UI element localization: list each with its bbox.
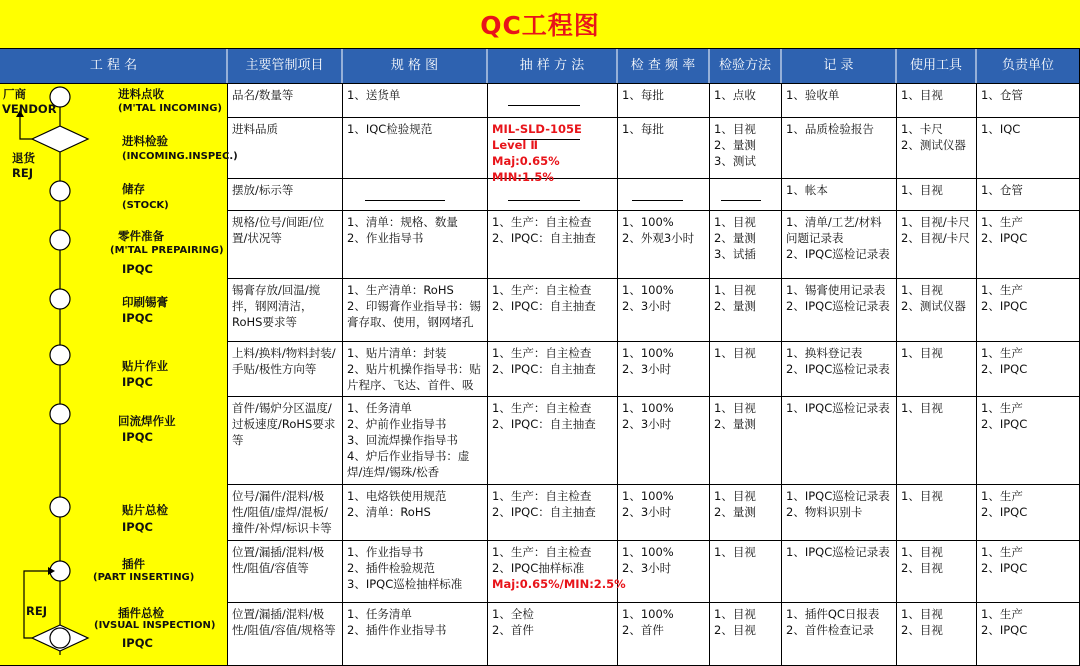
unit-cell — [977, 343, 1080, 396]
cell-text: 1、仓管 — [981, 183, 1023, 197]
sampling-cell — [488, 486, 617, 540]
cell-text: 摆放/标示等 — [232, 183, 294, 197]
step-name-en-3: (M'TAL PREPAIRING) — [110, 245, 224, 256]
cell-text: 1、生产：自主检查 2、IPQC抽样标准 — [492, 545, 592, 575]
process-node-circle — [50, 345, 70, 365]
unit-cell — [977, 280, 1080, 341]
method-cell — [710, 398, 781, 484]
cell-text: 1、目视 — [901, 183, 943, 197]
cell-text: 1、100% 2、3小时 — [622, 489, 674, 519]
step-name-en-9: (IVSUAL INSPECTION) — [94, 620, 216, 631]
record-cell — [782, 180, 896, 210]
return-label-en: REJ — [12, 166, 33, 180]
cell-text: 1、帐本 — [786, 183, 828, 197]
process-node-circle — [50, 230, 70, 250]
method-cell — [710, 212, 781, 278]
tool-cell — [897, 398, 976, 484]
cell-text: 1、目视 2、量测 — [714, 401, 756, 431]
cell-text: 1、100% 2、外观3小时 — [622, 215, 695, 245]
cell-text: 位置/漏插/混料/极性/阻值/容值等 — [232, 545, 325, 575]
cell-text: 1、目视 2、量测 — [714, 489, 756, 519]
cell-text: 1、清单：规格、数量 2、作业指导书 — [347, 215, 458, 245]
sampling-cell — [488, 280, 617, 341]
spec-cell — [343, 119, 487, 178]
step-name-en-2: (STOCK) — [122, 200, 169, 211]
tool-cell — [897, 180, 976, 210]
method-cell — [710, 280, 781, 341]
cell-text: 1、清单/工艺/材料问题记录表 2、IPQC巡检记录表 — [786, 215, 890, 261]
cell-text: 1、目视 2、目视 — [901, 607, 943, 637]
spec-cell — [343, 85, 487, 117]
cell-text: 1、目视 2、目视 — [714, 607, 756, 637]
unit-cell — [977, 85, 1080, 117]
tool-cell — [897, 280, 976, 341]
sampling-cell — [488, 119, 617, 184]
unit-cell — [977, 180, 1080, 210]
hdr-control-item: 主要管制项目 — [245, 58, 324, 73]
process-node-circle — [50, 497, 70, 517]
cell-text: 1、任务清单 2、炉前作业指导书 3、回流焊操作指导书 4、炉后作业指导书：虚焊/连焊/锡珠/松香 — [347, 401, 470, 479]
control-item-cell — [228, 85, 342, 117]
step-name-0: 进料点收 — [118, 87, 164, 101]
record-cell — [782, 212, 896, 278]
cell-text: 1、每批 — [622, 88, 664, 102]
cell-text: 1、生产：自主检查 2、IPQC：自主抽查 — [492, 283, 596, 313]
unit-cell — [977, 604, 1080, 666]
method-cell — [710, 119, 781, 178]
spec-cell — [343, 542, 487, 602]
tool-cell — [897, 343, 976, 396]
sampling-cell — [488, 343, 617, 396]
cell-text: 1、任务清单 2、插件作业指导书 — [347, 607, 447, 637]
cell-text: 1、生产：自主检查 2、IPQC：自主抽查 — [492, 215, 596, 245]
cell-text: 1、送货单 — [347, 88, 401, 102]
spec-cell — [343, 343, 487, 396]
cell-text: 1、生产 2、IPQC — [981, 215, 1028, 245]
rej-label: REJ — [26, 604, 47, 618]
spec-cell — [343, 280, 487, 341]
frequency-cell — [618, 180, 709, 210]
inspection-decision-diamond — [32, 126, 88, 152]
cell-text: 1、作业指导书 2、插件检验规范 3、IPQC巡检抽样标准 — [347, 545, 463, 591]
cell-text: 1、IPQC巡检记录表 — [786, 401, 890, 415]
step-ipqc-7: IPQC — [122, 520, 153, 534]
frequency-cell — [618, 542, 709, 602]
cell-text: 1、点收 — [714, 88, 756, 102]
control-item-cell — [228, 280, 342, 341]
frequency-cell — [618, 343, 709, 396]
step-name-8: 插件 — [122, 557, 145, 571]
step-ipqc-5: IPQC — [122, 375, 153, 389]
cell-text: 1、100% 2、3小时 — [622, 401, 674, 431]
hdr-method: 检验方法 — [718, 58, 771, 73]
cell-text: 1、插件QC日报表 2、首件检查记录 — [786, 607, 880, 637]
step-name-7: 贴片总检 — [122, 503, 168, 517]
blank-entry-line — [508, 105, 580, 106]
cell-text: 1、贴片清单：封装 2、贴片机操作指导书：贴片程序、飞达、首件、吸 — [347, 346, 481, 392]
cell-text: 1、生产 2、IPQC — [981, 489, 1028, 519]
control-item-cell — [228, 398, 342, 484]
cell-text: 1、目视 — [901, 88, 943, 102]
cell-text: 1、卡尺 2、测试仪器 — [901, 122, 966, 152]
cell-text: 1、生产 2、IPQC — [981, 545, 1028, 575]
record-cell — [782, 280, 896, 341]
cell-text: 1、电烙铁使用规范 2、清单：RoHS — [347, 489, 447, 519]
tool-cell — [897, 542, 976, 602]
spec-cell — [343, 398, 487, 484]
record-cell — [782, 486, 896, 540]
tool-cell — [897, 604, 976, 666]
record-cell — [782, 85, 896, 117]
page-title: QC工程图 — [480, 11, 600, 40]
cell-text: 进料品质 — [232, 122, 278, 136]
control-item-cell — [228, 180, 342, 210]
method-cell — [710, 343, 781, 396]
blank-entry-line — [508, 139, 580, 140]
tool-cell — [897, 85, 976, 117]
unit-cell — [977, 486, 1080, 540]
cell-text: 1、目视 — [714, 545, 756, 559]
cell-text: 1、生产：自主检查 2、IPQC：自主抽查 — [492, 346, 596, 376]
record-cell — [782, 604, 896, 666]
cell-text: 1、生产：自主检查 2、IPQC：自主抽查 — [492, 401, 596, 431]
sampling-cell — [488, 398, 617, 484]
cell-text: 1、IPQC巡检记录表 — [786, 545, 890, 559]
record-cell — [782, 343, 896, 396]
cell-text: 1、品质检验报告 — [786, 122, 874, 136]
cell-text: 1、生产：自主检查 2、IPQC：自主抽查 — [492, 489, 596, 519]
blank-entry-line — [365, 200, 445, 201]
sampling-cell — [488, 542, 626, 602]
unit-cell — [977, 212, 1080, 278]
step-name-6: 回流焊作业 — [118, 414, 176, 428]
step-name-1: 进料检验 — [122, 134, 168, 148]
control-item-cell — [228, 542, 342, 602]
cell-text: 规格/位号/间距/位置/状况等 — [232, 215, 325, 245]
step-name-en-1: (INCOMING.INSPEC.) — [122, 151, 238, 162]
sampling-cell — [488, 604, 617, 666]
cell-text: 品名/数量等 — [232, 88, 294, 102]
method-cell — [710, 542, 781, 602]
hdr-frequency: 检 查 频 率 — [630, 58, 696, 73]
cell-text: 1、100% 2、3小时 — [622, 283, 674, 313]
frequency-cell — [618, 85, 709, 117]
cell-text: 锡膏存放/回温/搅拌，钢网清洁，RoHS要求等 — [232, 283, 321, 329]
frequency-cell — [618, 280, 709, 341]
process-node-circle — [50, 628, 70, 648]
cell-text: 1、生产 2、IPQC — [981, 346, 1028, 376]
frequency-cell — [618, 486, 709, 540]
cell-text: 1、目视 — [901, 489, 943, 503]
unit-cell — [977, 542, 1080, 602]
step-ipqc-4: IPQC — [122, 311, 153, 325]
cell-text: 位号/漏件/混料/极性/阻值/虚焊/混板/撞件/补焊/标识卡等 — [232, 489, 332, 535]
cell-text: 1、换料登记表 2、IPQC巡检记录表 — [786, 346, 890, 376]
frequency-cell — [618, 604, 709, 666]
unit-cell — [977, 119, 1080, 178]
method-cell — [710, 604, 781, 666]
cell-text: 1、生产清单：RoHS 2、印锡膏作业指导书：锡膏存取、使用，钢网堵孔 — [347, 283, 481, 329]
blank-entry-line — [632, 200, 683, 201]
cell-text: 1、100% 2、首件 — [622, 607, 674, 637]
method-cell — [710, 85, 781, 117]
step-name-en-0: (M'TAL INCOMING) — [118, 103, 222, 114]
control-item-cell — [228, 343, 342, 396]
cell-text: 1、100% 2、3小时 — [622, 545, 674, 575]
spec-cell — [343, 180, 487, 210]
step-name-2: 储存 — [122, 182, 145, 196]
tool-cell — [897, 212, 976, 278]
cell-text: 1、100% 2、3小时 — [622, 346, 674, 376]
step-name-4: 印刷锡膏 — [122, 295, 168, 309]
cell-text: 1、目视 2、量测 — [714, 283, 756, 313]
cell-text: 1、目视 2、量测 3、试插 — [714, 215, 756, 261]
cell-text: 1、IQC — [981, 122, 1021, 136]
cell-text: 1、全检 2、首件 — [492, 607, 534, 637]
cell-text: 1、生产 2、IPQC — [981, 283, 1028, 313]
cell-text: 1、生产 2、IPQC — [981, 607, 1028, 637]
blank-entry-line — [721, 200, 761, 201]
cell-text: 1、目视 2、目视 — [901, 545, 943, 575]
cell-text: 上料/换料/物料封装/手贴/极性方向等 — [232, 346, 336, 376]
record-cell — [782, 119, 896, 178]
cell-text: 首件/锡炉分区温度/过板速度/RoHS要求等 — [232, 401, 336, 447]
step-ipqc-6: IPQC — [122, 430, 153, 444]
cell-text: 1、目视 — [901, 401, 943, 415]
process-node-circle — [50, 404, 70, 424]
sampling-cell — [488, 212, 617, 278]
frequency-cell — [618, 119, 709, 178]
unit-cell — [977, 398, 1080, 484]
hdr-record: 记 录 — [823, 58, 854, 73]
tool-cell — [897, 119, 976, 178]
step-name-en-8: (PART INSERTING) — [93, 572, 195, 583]
hdr-unit: 负责单位 — [1001, 58, 1054, 73]
method-cell — [710, 486, 781, 540]
frequency-cell — [618, 212, 709, 278]
step-ipqc-9: IPQC — [122, 636, 153, 650]
sampling-cell — [488, 180, 617, 210]
method-cell — [710, 180, 781, 210]
process-node-circle — [50, 181, 70, 201]
sampling-cell — [488, 85, 617, 117]
record-cell — [782, 398, 896, 484]
cell-text: 1、目视 — [901, 346, 943, 360]
cell-text: 位置/漏插/混料/极性/阻值/容值/规格等 — [232, 607, 336, 637]
control-item-cell — [228, 119, 342, 178]
cell-text: 1、目视 2、量测 3、测试 — [714, 122, 756, 168]
hdr-process: 工 程 名 — [89, 58, 138, 73]
cell-text: 1、目视/卡尺 2、目视/卡尺 — [901, 215, 970, 245]
process-node-circle — [50, 289, 70, 309]
vendor-label-en: VENDOR — [2, 102, 57, 116]
cell-text: 1、仓管 — [981, 88, 1023, 102]
vendor-label-cn: 厂商 — [3, 87, 26, 101]
frequency-cell — [618, 398, 709, 484]
tool-cell — [897, 486, 976, 540]
hdr-spec: 规 格 图 — [390, 58, 439, 73]
aql-standard: Maj:0.65%/MIN:2.5% — [492, 577, 626, 591]
blank-entry-line — [508, 200, 580, 201]
cell-text: 1、生产 2、IPQC — [981, 401, 1028, 431]
step-name-5: 贴片作业 — [122, 359, 168, 373]
cell-text: 1、目视 — [714, 346, 756, 360]
spec-cell — [343, 604, 487, 666]
hdr-sampling: 抽 样 方 法 — [519, 58, 585, 73]
cell-text: 1、IQC检验规范 — [347, 122, 433, 136]
cell-text: 1、目视 2、测试仪器 — [901, 283, 966, 313]
control-item-cell — [228, 604, 342, 666]
cell-text: 1、锡膏使用记录表 2、IPQC巡检记录表 — [786, 283, 890, 313]
return-label-cn: 退货 — [12, 151, 35, 165]
cell-text: 1、IPQC巡检记录表 2、物料识别卡 — [786, 489, 890, 519]
step-name-3: 零件准备 — [118, 229, 164, 243]
cell-text: 1、验收单 — [786, 88, 840, 102]
step-name-9: 插件总检 — [118, 606, 164, 620]
record-cell — [782, 542, 896, 602]
control-item-cell — [228, 486, 342, 540]
cell-text: 1、每批 — [622, 122, 664, 136]
hdr-tool: 使用工具 — [909, 58, 962, 73]
step-ipqc-3: IPQC — [122, 262, 153, 276]
control-item-cell — [228, 212, 342, 278]
aql-standard: MIL-SLD-105E Level Ⅱ Maj:0.65% MIN:1.5% — [492, 122, 582, 184]
spec-cell — [343, 486, 487, 540]
spec-cell — [343, 212, 487, 278]
